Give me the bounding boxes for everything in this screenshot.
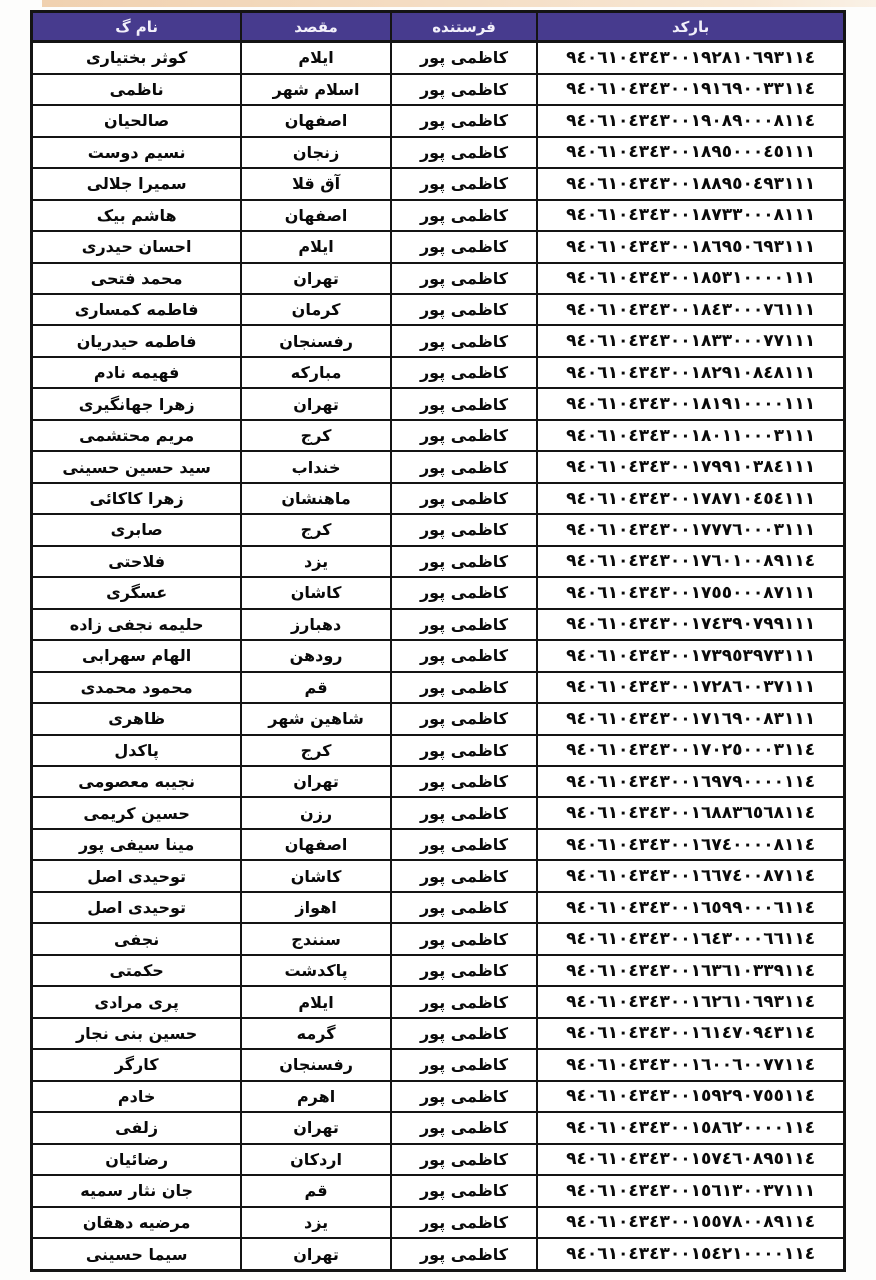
barcode-cell: ٩٤٠٦١٠٤٣٤٣٠٠١٥٤٢١٠٠٠٠١١٤ bbox=[537, 1238, 844, 1270]
sender-cell: کاظمی پور bbox=[391, 1018, 537, 1049]
sender-cell: کاظمی پور bbox=[391, 137, 537, 168]
destination-cell: اهرم bbox=[241, 1081, 391, 1112]
destination-cell: اصفهان bbox=[241, 200, 391, 231]
sender-cell: کاظمی پور bbox=[391, 42, 537, 74]
name-cell: زهرا جهانگیری bbox=[32, 388, 242, 419]
sender-cell: کاظمی پور bbox=[391, 955, 537, 986]
barcode-cell: ٩٤٠٦١٠٤٣٤٣٠٠١٦٢٦١٠٦٩٣١١٤ bbox=[537, 986, 844, 1017]
destination-cell: زنجان bbox=[241, 137, 391, 168]
name-cell: کوثر بختیاری bbox=[32, 42, 242, 74]
barcode-cell: ٩٤٠٦١٠٤٣٤٣٠٠١٦١٤٧٠٩٤٣١١٤ bbox=[537, 1018, 844, 1049]
sender-cell: کاظمی پور bbox=[391, 1112, 537, 1143]
shipment-table-container bbox=[30, 10, 846, 1272]
table-row bbox=[32, 263, 845, 294]
table-row bbox=[32, 892, 845, 923]
table-row bbox=[32, 420, 845, 451]
table-row bbox=[32, 923, 845, 954]
table-row bbox=[32, 1049, 845, 1080]
barcode-cell: ٩٤٠٦١٠٤٣٤٣٠٠١٦٤٣٠٠٠٦٦١١٤ bbox=[537, 923, 844, 954]
name-cell: جان نثار سمیه bbox=[32, 1175, 242, 1206]
destination-cell: تهران bbox=[241, 1112, 391, 1143]
table-row bbox=[32, 735, 845, 766]
sender-cell: کاظمی پور bbox=[391, 766, 537, 797]
name-cell: توحیدی اصل bbox=[32, 860, 242, 891]
destination-cell: یزد bbox=[241, 546, 391, 577]
header-sender: فرستنده bbox=[391, 12, 537, 42]
barcode-cell: ٩٤٠٦١٠٤٣٤٣٠٠١٨١٩١٠٠٠٠١١١ bbox=[537, 388, 844, 419]
name-cell: عسگری bbox=[32, 577, 242, 608]
table-row bbox=[32, 1175, 845, 1206]
table-row bbox=[32, 609, 845, 640]
barcode-cell: ٩٤٠٦١٠٤٣٤٣٠٠١٧٦٠١٠٠٨٩١١٤ bbox=[537, 546, 844, 577]
sender-cell: کاظمی پور bbox=[391, 514, 537, 545]
barcode-cell: ٩٤٠٦١٠٤٣٤٣٠٠١٥٦١٣٠٠٣٧١١١ bbox=[537, 1175, 844, 1206]
destination-cell: کرج bbox=[241, 420, 391, 451]
barcode-cell: ٩٤٠٦١٠٤٣٤٣٠٠١٨٥٣١٠٠٠٠١١١ bbox=[537, 263, 844, 294]
shipment-table bbox=[30, 10, 846, 1272]
header-row bbox=[32, 12, 845, 42]
name-cell: فاطمه حیدریان bbox=[32, 325, 242, 356]
destination-cell: خنداب bbox=[241, 451, 391, 482]
name-cell: فاطمه کمساری bbox=[32, 294, 242, 325]
sender-cell: کاظمی پور bbox=[391, 797, 537, 828]
barcode-cell: ٩٤٠٦١٠٤٣٤٣٠٠١٧٧٧٦٠٠٠٣١١١ bbox=[537, 514, 844, 545]
table-row bbox=[32, 42, 845, 74]
barcode-cell: ٩٤٠٦١٠٤٣٤٣٠٠١٥٩٢٩٠٧٥٥١١٤ bbox=[537, 1081, 844, 1112]
name-cell: خادم bbox=[32, 1081, 242, 1112]
barcode-cell: ٩٤٠٦١٠٤٣٤٣٠٠١٦٦٧٤٠٠٨٧١١٤ bbox=[537, 860, 844, 891]
name-cell: الهام سهرابی bbox=[32, 640, 242, 671]
destination-cell: رزن bbox=[241, 797, 391, 828]
destination-cell: رفسنجان bbox=[241, 1049, 391, 1080]
sender-cell: کاظمی پور bbox=[391, 860, 537, 891]
sender-cell: کاظمی پور bbox=[391, 388, 537, 419]
sender-cell: کاظمی پور bbox=[391, 105, 537, 136]
barcode-cell: ٩٤٠٦١٠٤٣٤٣٠٠١٩٠٨٩٠٠٠٨١١٤ bbox=[537, 105, 844, 136]
sender-cell: کاظمی پور bbox=[391, 168, 537, 199]
barcode-cell: ٩٤٠٦١٠٤٣٤٣٠٠١٧١٦٩٠٠٨٣١١١ bbox=[537, 703, 844, 734]
header-name: نام گ bbox=[32, 12, 242, 42]
table-row bbox=[32, 74, 845, 105]
destination-cell: کرمان bbox=[241, 294, 391, 325]
table-row bbox=[32, 797, 845, 828]
table-row bbox=[32, 200, 845, 231]
sender-cell: کاظمی پور bbox=[391, 609, 537, 640]
destination-cell: اردکان bbox=[241, 1144, 391, 1175]
table-row bbox=[32, 137, 845, 168]
destination-cell: مبارکه bbox=[241, 357, 391, 388]
name-cell: محمد فتحی bbox=[32, 263, 242, 294]
name-cell: محمود محمدی bbox=[32, 672, 242, 703]
destination-cell: اصفهان bbox=[241, 829, 391, 860]
sender-cell: کاظمی پور bbox=[391, 1175, 537, 1206]
barcode-cell: ٩٤٠٦١٠٤٣٤٣٠٠١٨٩٥٠٠٠٤٥١١١ bbox=[537, 137, 844, 168]
table-row bbox=[32, 546, 845, 577]
name-cell: فلاحتی bbox=[32, 546, 242, 577]
sender-cell: کاظمی پور bbox=[391, 357, 537, 388]
table-row bbox=[32, 766, 845, 797]
barcode-cell: ٩٤٠٦١٠٤٣٤٣٠٠١٨٨٩٥٠٤٩٣١١١ bbox=[537, 168, 844, 199]
name-cell: مرضیه دهقان bbox=[32, 1207, 242, 1238]
header-barcode: بارکد bbox=[537, 12, 844, 42]
table-row bbox=[32, 388, 845, 419]
sender-cell: کاظمی پور bbox=[391, 420, 537, 451]
sender-cell: کاظمی پور bbox=[391, 451, 537, 482]
name-cell: نسیم دوست bbox=[32, 137, 242, 168]
name-cell: زلفی bbox=[32, 1112, 242, 1143]
barcode-cell: ٩٤٠٦١٠٤٣٤٣٠٠١٦٩٧٩٠٠٠٠١١٤ bbox=[537, 766, 844, 797]
table-row bbox=[32, 231, 845, 262]
barcode-cell: ٩٤٠٦١٠٤٣٤٣٠٠١٦٠٠٦٠٠٧٧١١٤ bbox=[537, 1049, 844, 1080]
sender-cell: کاظمی پور bbox=[391, 672, 537, 703]
destination-cell: رودهن bbox=[241, 640, 391, 671]
name-cell: پری مرادی bbox=[32, 986, 242, 1017]
barcode-cell: ٩٤٠٦١٠٤٣٤٣٠٠١٦٣٦١٠٣٣٩١١٤ bbox=[537, 955, 844, 986]
barcode-cell: ٩٤٠٦١٠٤٣٤٣٠٠١٩٢٨١٠٦٩٣١١٤ bbox=[537, 42, 844, 74]
destination-cell: تهران bbox=[241, 263, 391, 294]
sender-cell: کاظمی پور bbox=[391, 986, 537, 1017]
table-body bbox=[32, 42, 845, 1271]
name-cell: هاشم بیک bbox=[32, 200, 242, 231]
barcode-cell: ٩٤٠٦١٠٤٣٤٣٠٠١٦٧٤٠٠٠٠٨١١٤ bbox=[537, 829, 844, 860]
barcode-cell: ٩٤٠٦١٠٤٣٤٣٠٠١٨٤٣٠٠٠٧٦١١١ bbox=[537, 294, 844, 325]
name-cell: مینا سیفی پور bbox=[32, 829, 242, 860]
barcode-cell: ٩٤٠٦١٠٤٣٤٣٠٠١٥٧٤٦٠٨٩٥١١٤ bbox=[537, 1144, 844, 1175]
destination-cell: تهران bbox=[241, 388, 391, 419]
table-row bbox=[32, 1081, 845, 1112]
table-row bbox=[32, 860, 845, 891]
name-cell: سید حسین حسینی bbox=[32, 451, 242, 482]
table-row bbox=[32, 294, 845, 325]
destination-cell: ماهنشان bbox=[241, 483, 391, 514]
name-cell: حسین بنی نجار bbox=[32, 1018, 242, 1049]
barcode-cell: ٩٤٠٦١٠٤٣٤٣٠٠١٥٥٧٨٠٠٨٩١١٤ bbox=[537, 1207, 844, 1238]
sender-cell: کاظمی پور bbox=[391, 1049, 537, 1080]
sender-cell: کاظمی پور bbox=[391, 1144, 537, 1175]
name-cell: پاکدل bbox=[32, 735, 242, 766]
sender-cell: کاظمی پور bbox=[391, 735, 537, 766]
barcode-cell: ٩٤٠٦١٠٤٣٤٣٠٠١٨٣٣٠٠٠٧٧١١١ bbox=[537, 325, 844, 356]
name-cell: رضائیان bbox=[32, 1144, 242, 1175]
sender-cell: کاظمی پور bbox=[391, 923, 537, 954]
name-cell: مریم محتشمی bbox=[32, 420, 242, 451]
sender-cell: کاظمی پور bbox=[391, 829, 537, 860]
destination-cell: کرج bbox=[241, 514, 391, 545]
barcode-cell: ٩٤٠٦١٠٤٣٤٣٠٠١٧٨٧١٠٤٥٤١١١ bbox=[537, 483, 844, 514]
sender-cell: کاظمی پور bbox=[391, 1207, 537, 1238]
destination-cell: پاکدشت bbox=[241, 955, 391, 986]
destination-cell: قم bbox=[241, 672, 391, 703]
table-header bbox=[32, 12, 845, 42]
table-row bbox=[32, 1144, 845, 1175]
destination-cell: کاشان bbox=[241, 860, 391, 891]
name-cell: کارگر bbox=[32, 1049, 242, 1080]
table-row bbox=[32, 168, 845, 199]
table-row bbox=[32, 1238, 845, 1270]
table-row bbox=[32, 1112, 845, 1143]
name-cell: حلیمه نجفی زاده bbox=[32, 609, 242, 640]
destination-cell: تهران bbox=[241, 1238, 391, 1270]
destination-cell: کاشان bbox=[241, 577, 391, 608]
name-cell: نجیبه معصومی bbox=[32, 766, 242, 797]
table-row bbox=[32, 955, 845, 986]
sender-cell: کاظمی پور bbox=[391, 703, 537, 734]
destination-cell: تهران bbox=[241, 766, 391, 797]
table-row bbox=[32, 1018, 845, 1049]
table-row bbox=[32, 451, 845, 482]
sender-cell: کاظمی پور bbox=[391, 325, 537, 356]
name-cell: فهیمه نادم bbox=[32, 357, 242, 388]
table-row bbox=[32, 703, 845, 734]
barcode-cell: ٩٤٠٦١٠٤٣٤٣٠٠١٧٢٨٦٠٠٣٧١١١ bbox=[537, 672, 844, 703]
destination-cell: ایلام bbox=[241, 986, 391, 1017]
table-row bbox=[32, 1207, 845, 1238]
name-cell: احسان حیدری bbox=[32, 231, 242, 262]
sender-cell: کاظمی پور bbox=[391, 74, 537, 105]
destination-cell: اصفهان bbox=[241, 105, 391, 136]
name-cell: صابری bbox=[32, 514, 242, 545]
destination-cell: اسلام شهر bbox=[241, 74, 391, 105]
barcode-cell: ٩٤٠٦١٠٤٣٤٣٠٠١٨٦٩٥٠٦٩٣١١١ bbox=[537, 231, 844, 262]
destination-cell: سنندج bbox=[241, 923, 391, 954]
table-row bbox=[32, 514, 845, 545]
destination-cell: گرمه bbox=[241, 1018, 391, 1049]
barcode-cell: ٩٤٠٦١٠٤٣٤٣٠٠١٧٠٢٥٠٠٠٣١١٤ bbox=[537, 735, 844, 766]
destination-cell: یزد bbox=[241, 1207, 391, 1238]
destination-cell: اهواز bbox=[241, 892, 391, 923]
table-row bbox=[32, 577, 845, 608]
barcode-cell: ٩٤٠٦١٠٤٣٤٣٠٠١٦٨٨٣٦٥٦٨١١٤ bbox=[537, 797, 844, 828]
name-cell: زهرا کاکائی bbox=[32, 483, 242, 514]
barcode-cell: ٩٤٠٦١٠٤٣٤٣٠٠١٩١٦٩٠٠٣٣١١٤ bbox=[537, 74, 844, 105]
barcode-cell: ٩٤٠٦١٠٤٣٤٣٠٠١٧٩٩١٠٣٨٤١١١ bbox=[537, 451, 844, 482]
barcode-cell: ٩٤٠٦١٠٤٣٤٣٠٠١٧٤٣٩٠٧٩٩١١١ bbox=[537, 609, 844, 640]
destination-cell: دهبارز bbox=[241, 609, 391, 640]
name-cell: حسین کریمی bbox=[32, 797, 242, 828]
table-row bbox=[32, 325, 845, 356]
destination-cell: شاهین شهر bbox=[241, 703, 391, 734]
sender-cell: کاظمی پور bbox=[391, 1238, 537, 1270]
page-top-edge-strip bbox=[42, 0, 876, 7]
destination-cell: ایلام bbox=[241, 231, 391, 262]
sender-cell: کاظمی پور bbox=[391, 263, 537, 294]
sender-cell: کاظمی پور bbox=[391, 1081, 537, 1112]
name-cell: حکمتی bbox=[32, 955, 242, 986]
name-cell: صالحیان bbox=[32, 105, 242, 136]
table-row bbox=[32, 672, 845, 703]
name-cell: نجفی bbox=[32, 923, 242, 954]
barcode-cell: ٩٤٠٦١٠٤٣٤٣٠٠١٦٥٩٩٠٠٠٦١١٤ bbox=[537, 892, 844, 923]
header-destination: مقصد bbox=[241, 12, 391, 42]
sender-cell: کاظمی پور bbox=[391, 483, 537, 514]
name-cell: سمیرا جلالی bbox=[32, 168, 242, 199]
sender-cell: کاظمی پور bbox=[391, 294, 537, 325]
sender-cell: کاظمی پور bbox=[391, 640, 537, 671]
table-row bbox=[32, 640, 845, 671]
barcode-cell: ٩٤٠٦١٠٤٣٤٣٠٠١٨٢٩١٠٨٤٨١١١ bbox=[537, 357, 844, 388]
table-row bbox=[32, 483, 845, 514]
barcode-cell: ٩٤٠٦١٠٤٣٤٣٠٠١٧٣٩٥٣٩٧٣١١١ bbox=[537, 640, 844, 671]
table-row bbox=[32, 105, 845, 136]
destination-cell: ایلام bbox=[241, 42, 391, 74]
destination-cell: رفسنجان bbox=[241, 325, 391, 356]
table-row bbox=[32, 986, 845, 1017]
destination-cell: کرج bbox=[241, 735, 391, 766]
barcode-cell: ٩٤٠٦١٠٤٣٤٣٠٠١٧٥٥٠٠٠٨٧١١١ bbox=[537, 577, 844, 608]
table-row bbox=[32, 829, 845, 860]
barcode-cell: ٩٤٠٦١٠٤٣٤٣٠٠١٥٨٦٢٠٠٠٠١١٤ bbox=[537, 1112, 844, 1143]
name-cell: ظاهری bbox=[32, 703, 242, 734]
sender-cell: کاظمی پور bbox=[391, 200, 537, 231]
table-row bbox=[32, 357, 845, 388]
name-cell: سیما حسینی bbox=[32, 1238, 242, 1270]
sender-cell: کاظمی پور bbox=[391, 231, 537, 262]
name-cell: توحیدی اصل bbox=[32, 892, 242, 923]
sender-cell: کاظمی پور bbox=[391, 577, 537, 608]
destination-cell: قم bbox=[241, 1175, 391, 1206]
barcode-cell: ٩٤٠٦١٠٤٣٤٣٠٠١٨٧٣٣٠٠٠٨١١١ bbox=[537, 200, 844, 231]
sender-cell: کاظمی پور bbox=[391, 892, 537, 923]
sender-cell: کاظمی پور bbox=[391, 546, 537, 577]
barcode-cell: ٩٤٠٦١٠٤٣٤٣٠٠١٨٠١١٠٠٠٣١١١ bbox=[537, 420, 844, 451]
destination-cell: آق قلا bbox=[241, 168, 391, 199]
name-cell: ناظمی bbox=[32, 74, 242, 105]
